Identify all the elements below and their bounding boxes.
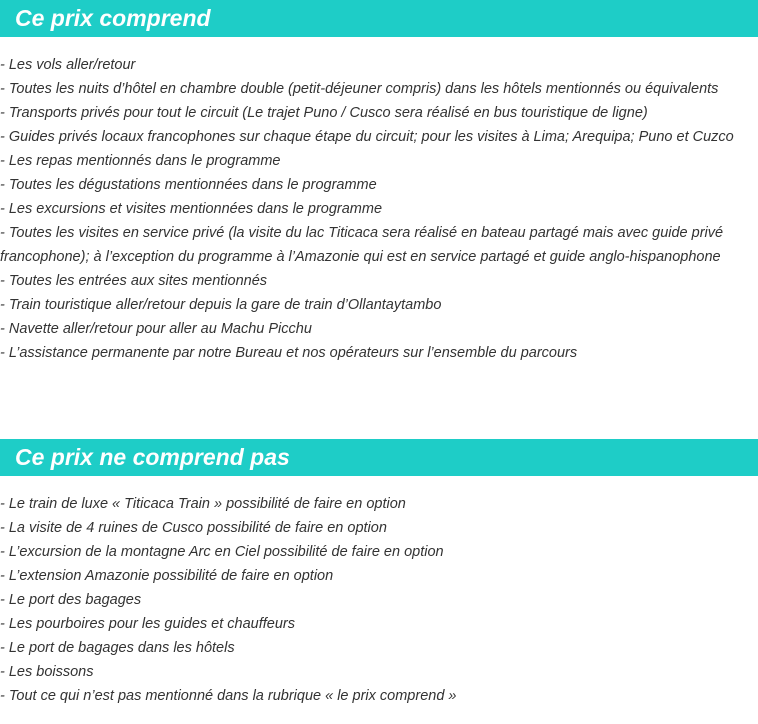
included-item: - Toutes les dégustations mentionnées dans le programme [0, 177, 377, 193]
excluded-item: - L’excursion de la montagne Arc en Ciel possibilité de faire en option [0, 544, 444, 560]
included-item: - Toutes les visites en service privé (la visite du lac Titicaca sera réalisé en bateau partagé mais avec guide privé francophone); à l’exception du programme à l’Amazonie qui est en service partagé et guide anglo-hispanophone [0, 225, 724, 265]
included-item: - Toutes les nuits d’hôtel en chambre double (petit-déjeuner compris) dans les hôtels mentionnés ou équivalents [0, 81, 719, 97]
included-item: - Guides privés locaux francophones sur chaque étape du circuit; pour les visites à Lima; Arequipa; Puno et Cuzco [0, 129, 734, 145]
included-item: - Transports privés pour tout le circuit (Le trajet Puno / Cusco sera réalisé en bus touristique de ligne) [0, 105, 648, 121]
excluded-item: - L’extension Amazonie possibilité de faire en option [0, 568, 334, 584]
excluded-item: - Le port de bagages dans les hôtels [0, 640, 235, 656]
excluded-item: - La visite de 4 ruines de Cusco possibilité de faire en option [0, 520, 387, 536]
included-item: - Les vols aller/retour [0, 57, 136, 73]
excluded-item: - Les boissons [0, 664, 94, 680]
included-item: - L’assistance permanente par notre Bureau et nos opérateurs sur l’ensemble du parcours [0, 345, 578, 361]
excluded-item: - Tout ce qui n’est pas mentionné dans la rubrique « le prix comprend » [0, 688, 457, 704]
included-item: - Les excursions et visites mentionnées dans le programme [0, 201, 383, 217]
excluded-section-title: Ce prix ne comprend pas [15, 444, 290, 470]
excluded-section-header [0, 439, 758, 476]
excluded-item: - Le train de luxe « Titicaca Train » possibilité de faire en option [0, 496, 406, 512]
excluded-item: - Le port des bagages [0, 592, 142, 608]
excluded-list [0, 492, 758, 708]
excluded-item: - Les pourboires pour les guides et chauffeurs [0, 616, 296, 632]
included-item: - Les repas mentionnés dans le programme [0, 153, 281, 169]
included-section-title: Ce prix comprend [15, 5, 211, 31]
included-list [0, 53, 758, 365]
included-item: - Toutes les entrées aux sites mentionnés [0, 273, 268, 289]
included-section-header [0, 0, 758, 37]
included-item: - Train touristique aller/retour depuis la gare de train d’Ollantaytambo [0, 297, 442, 313]
included-item: - Navette aller/retour pour aller au Machu Picchu [0, 321, 312, 337]
